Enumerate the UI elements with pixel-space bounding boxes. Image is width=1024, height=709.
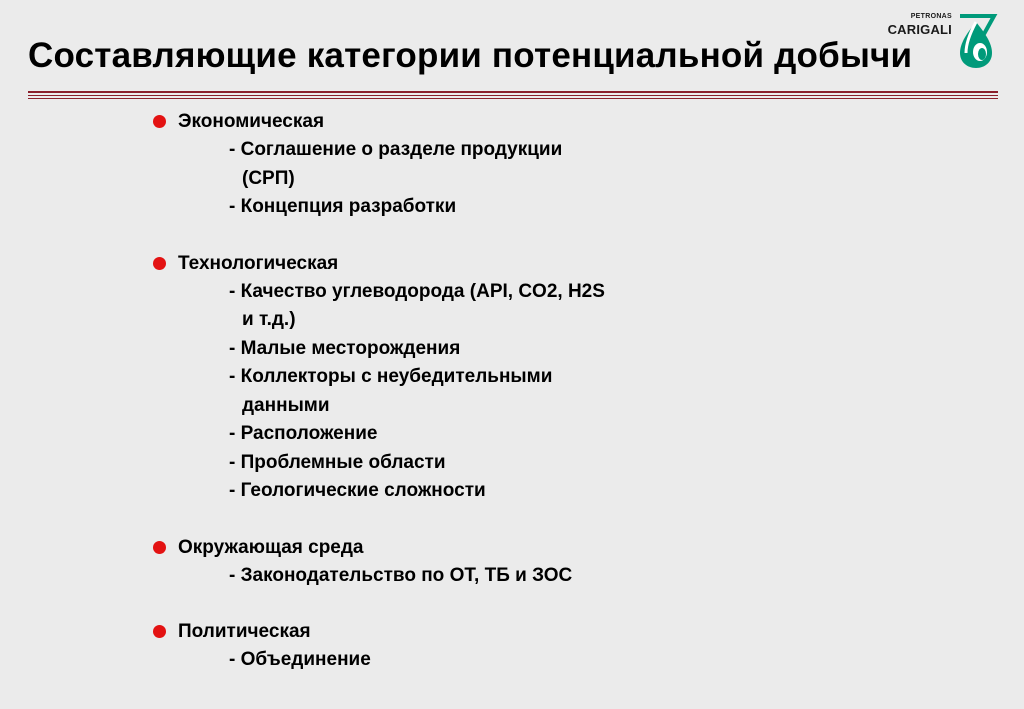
list-item: - Объединение [229,649,371,670]
logo-carigali-text: CARIGALI [887,22,952,37]
list-item: - Проблемные области [229,451,446,473]
list-item-continuation: (СРП) [242,167,295,189]
header-divider-middle [28,95,998,96]
category-technological [150,250,870,506]
list-item: - Концепция разработки [229,196,457,217]
logo-petronas-text: PETRONAS [910,13,952,20]
category-list [150,108,870,703]
list-item: - Расположение [229,423,378,444]
list-item: - Коллекторы с неубедительными [229,366,553,387]
category-heading [150,618,870,646]
header-divider-bottom [28,98,998,99]
category-political [150,618,870,675]
list-item: - Качество углеводорода (API, CO2, H2S [229,280,605,302]
bullet-icon [153,115,166,128]
category-label: Окружающая среда [178,536,364,558]
category-environment [150,534,870,591]
category-label: Политическая [178,621,311,642]
list-item-continuation: и т.д.) [242,309,296,330]
petronas-drop-icon [956,12,998,70]
category-label: Технологическая [178,252,339,274]
bullet-icon [153,257,166,270]
bullet-icon [153,625,166,638]
list-item: - Соглашение о разделе продукции [229,139,563,160]
list-item: - Законодательство по ОТ, ТБ и ЗОС [229,564,573,586]
petronas-carigali-logo [888,10,1000,70]
category-heading [150,108,870,136]
list-item: - Геологические сложности [229,480,486,501]
category-heading [150,250,870,278]
category-heading [150,534,870,562]
category-economic [150,108,870,222]
category-label: Экономическая [178,111,325,132]
list-item: - Малые месторождения [229,337,461,359]
slide-title: Составляющие категории потенциальной добычи [28,36,913,75]
header-divider-top [28,91,998,93]
list-item-continuation: данными [242,394,330,416]
bullet-icon [153,541,166,554]
